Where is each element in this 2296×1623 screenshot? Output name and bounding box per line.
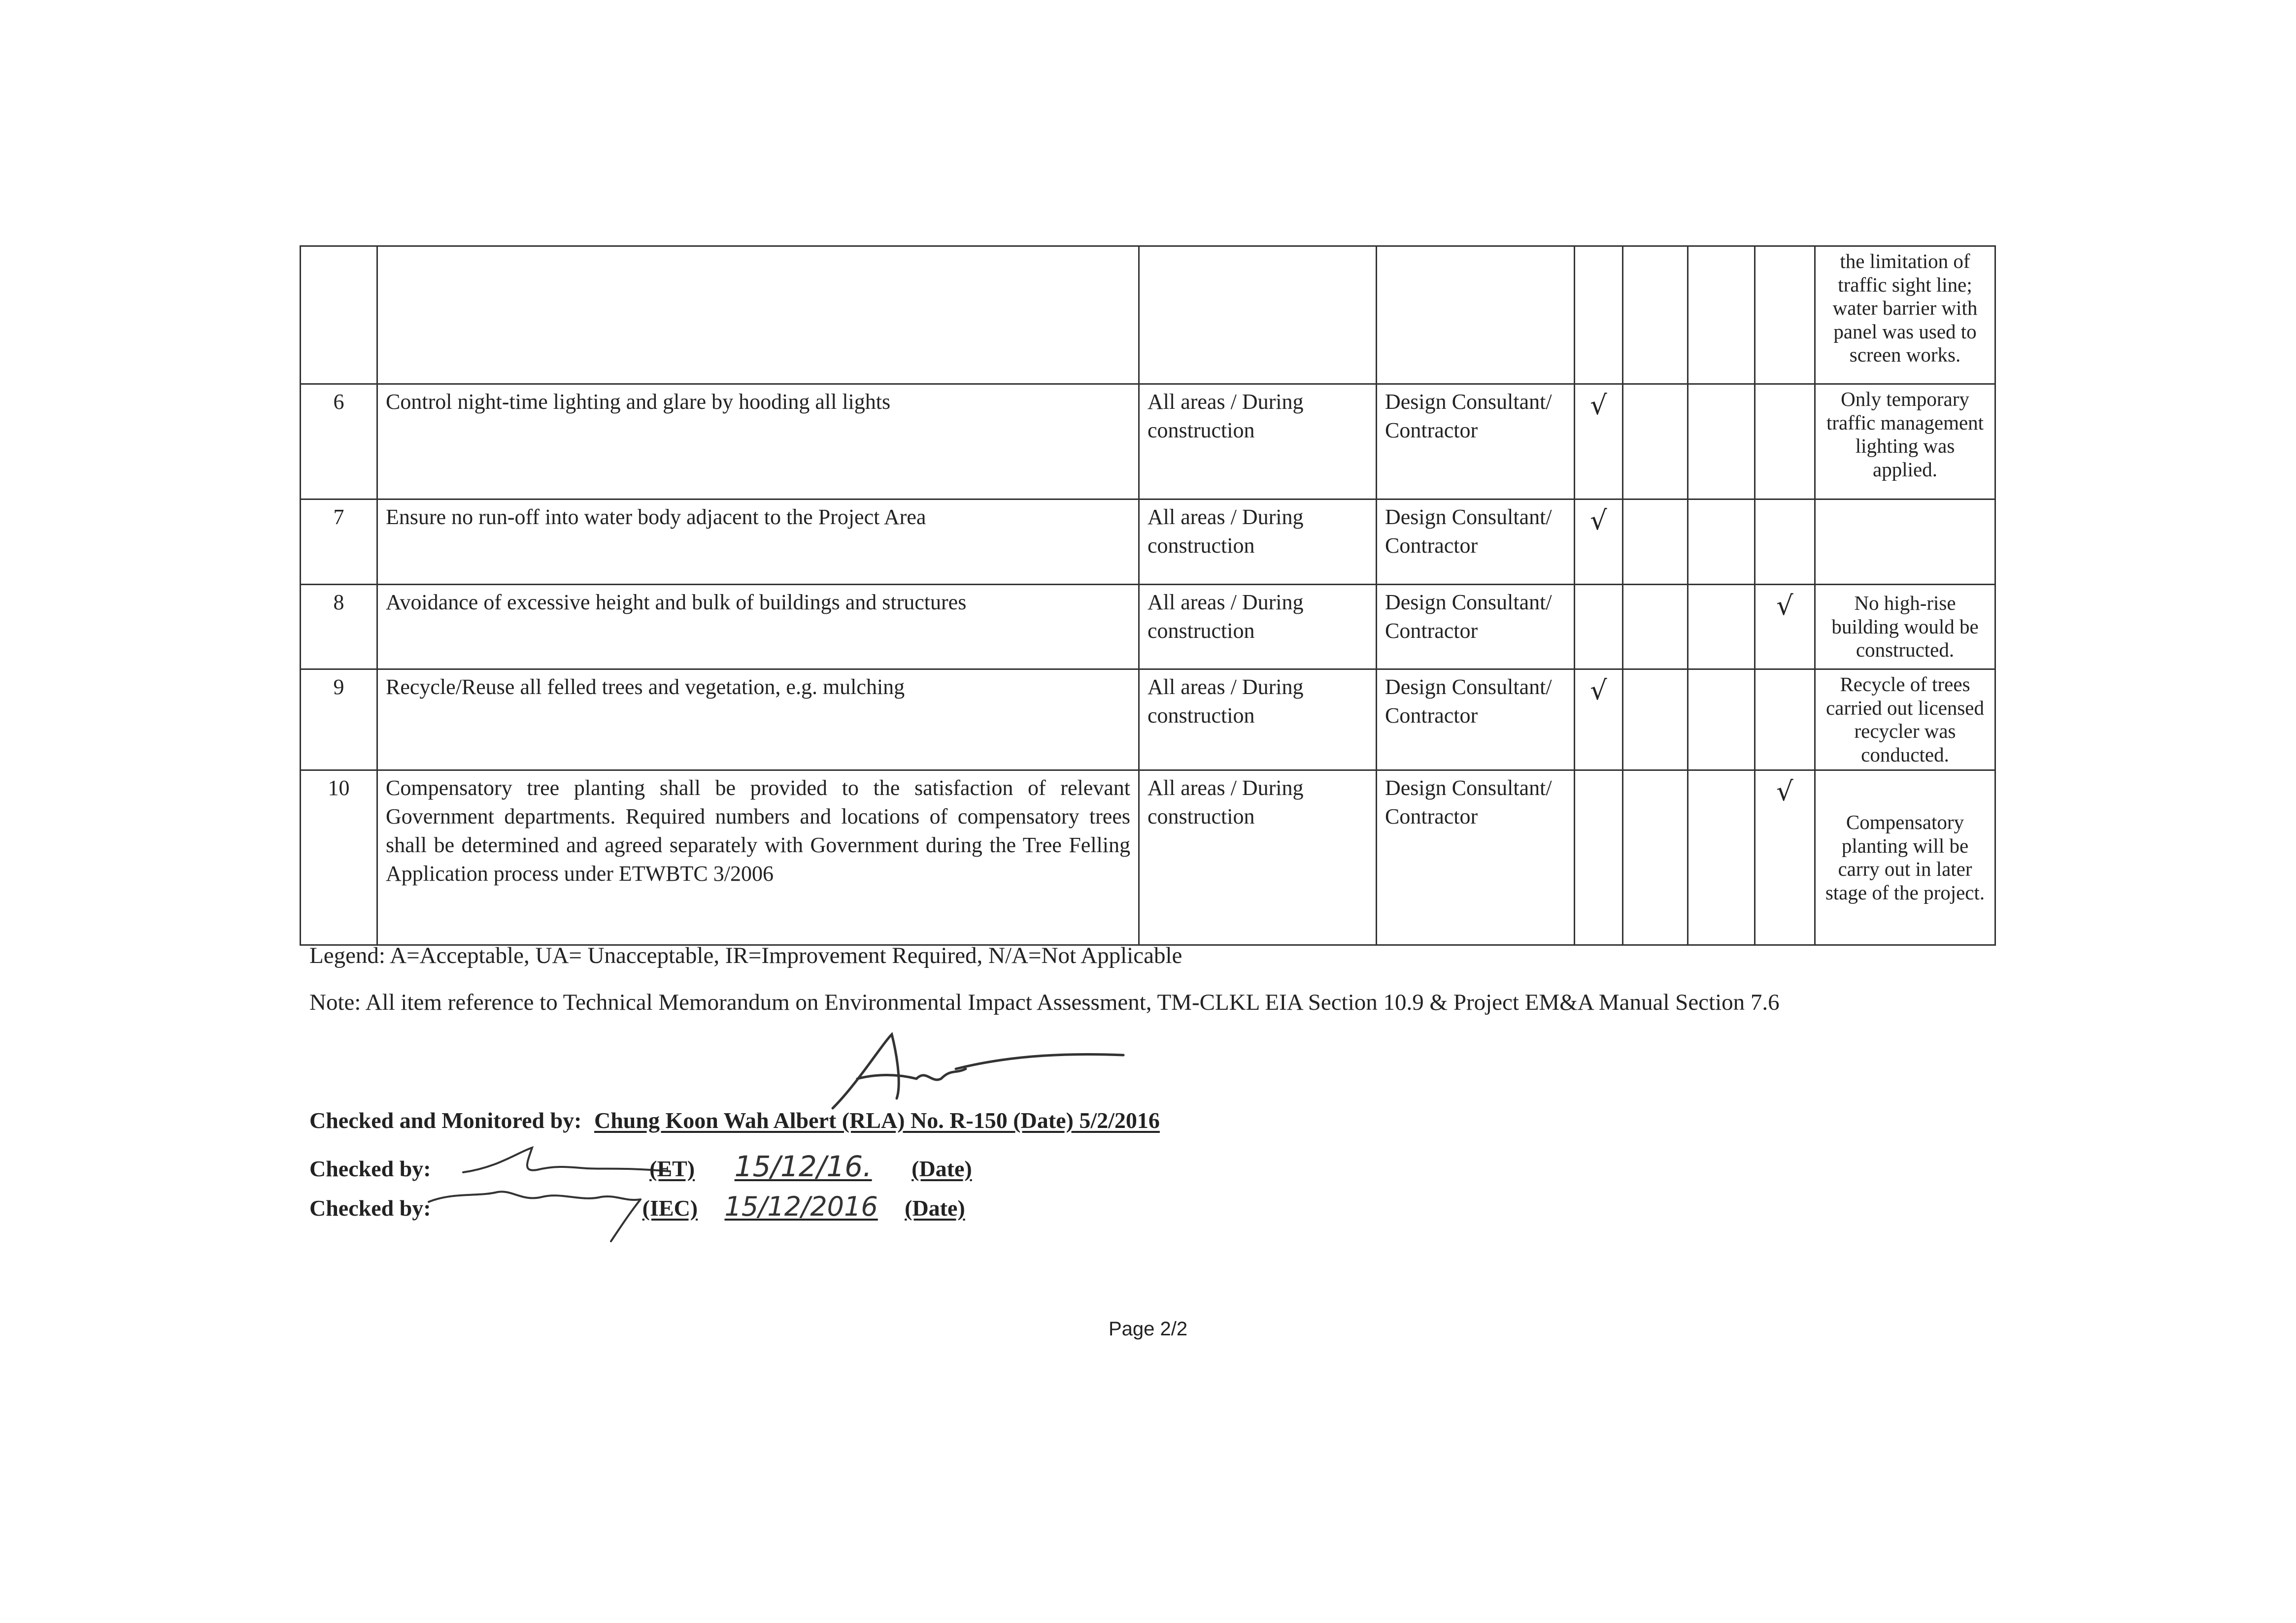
item-location: All areas / During construction: [1139, 384, 1377, 499]
item-agent: [1377, 246, 1575, 384]
table-row: [301, 770, 1995, 945]
table-row: [301, 585, 1995, 669]
item-description: [377, 246, 1139, 384]
item-location: All areas / During construction: [1139, 585, 1377, 669]
legend-text: Legend: A=Acceptable, UA= Unacceptable, IR=Improvement Required, N/A=Not Applicable: [309, 943, 1182, 968]
status-mark: [1623, 770, 1688, 945]
status-mark: √: [1755, 585, 1815, 669]
item-description: Control night-time lighting and glare by hooding all lights: [377, 384, 1139, 499]
status-mark: [1575, 585, 1623, 669]
status-mark: [1623, 384, 1688, 499]
checked-et-date: 15/12/16.: [734, 1150, 872, 1183]
table-row: [301, 246, 1995, 384]
status-mark: √: [1755, 770, 1815, 945]
item-location: All areas / During construction: [1139, 499, 1377, 585]
item-remark: Recycle of trees carried out licensed recycler was conducted.: [1815, 669, 1995, 770]
item-agent: Design Consultant/ Contractor: [1377, 669, 1575, 770]
status-mark: [1688, 770, 1755, 945]
status-mark: [1755, 384, 1815, 499]
checked-et-label: Checked by:: [309, 1156, 431, 1181]
status-mark: √: [1575, 669, 1623, 770]
table-row: [301, 499, 1995, 585]
table-row: [301, 669, 1995, 770]
item-number: 9: [301, 669, 377, 770]
status-mark: [1623, 246, 1688, 384]
item-number: 10: [301, 770, 377, 945]
status-mark: [1688, 499, 1755, 585]
status-mark: [1688, 585, 1755, 669]
checked-iec-role: (IEC): [642, 1195, 698, 1221]
monitored-label: Checked and Monitored by:: [309, 1108, 582, 1133]
table-row: [301, 384, 1995, 499]
checked-iec-date-label: (Date): [905, 1195, 965, 1221]
rla-signature: [828, 1025, 1133, 1113]
item-description: Compensatory tree planting shall be provided to the satisfaction of relevant Government departments. Required numbers and locations of compensatory trees shall be determined and agreed separately with Government during the Tree Felling Application process under ETWBTC 3/2006: [377, 770, 1139, 945]
item-remark: No high-rise building would be constructed.: [1815, 585, 1995, 669]
status-mark: [1688, 384, 1755, 499]
signoff-et: [309, 1150, 972, 1183]
status-mark: √: [1575, 384, 1623, 499]
item-location: All areas / During construction: [1139, 770, 1377, 945]
item-agent: Design Consultant/ Contractor: [1377, 585, 1575, 669]
status-mark: [1623, 585, 1688, 669]
status-mark: [1755, 246, 1815, 384]
item-remark: the limitation of traffic sight line; water barrier with panel was used to screen works.: [1815, 246, 1995, 384]
item-number: 6: [301, 384, 377, 499]
item-location: All areas / During construction: [1139, 669, 1377, 770]
status-mark: [1688, 669, 1755, 770]
signoff-monitored: [309, 1107, 1160, 1133]
item-number: 7: [301, 499, 377, 585]
signoff-iec: [309, 1191, 965, 1222]
item-location: [1139, 246, 1377, 384]
status-mark: [1575, 770, 1623, 945]
item-remark: Compensatory planting will be carry out in later stage of the project.: [1815, 770, 1995, 945]
status-mark: [1575, 246, 1623, 384]
status-mark: √: [1575, 499, 1623, 585]
checked-et-role: (ET): [649, 1156, 695, 1181]
status-mark: [1623, 499, 1688, 585]
checked-iec-date: 15/12/2016: [724, 1191, 878, 1222]
item-description: Avoidance of excessive height and bulk of buildings and structures: [377, 585, 1139, 669]
status-mark: [1623, 669, 1688, 770]
note-text: Note: All item reference to Technical Memorandum on Environmental Impact Assessment, TM-CLKL EIA Section 10.9 & Project EM&A Manual Section 7.6: [309, 990, 1780, 1015]
checked-et-date-label: (Date): [912, 1156, 972, 1181]
status-mark: [1755, 499, 1815, 585]
item-agent: Design Consultant/ Contractor: [1377, 499, 1575, 585]
audit-table: [300, 245, 1996, 946]
item-number: [301, 246, 377, 384]
monitored-value: Chung Koon Wah Albert (RLA) No. R-150 (Date) 5/2/2016: [594, 1108, 1160, 1133]
item-remark: [1815, 499, 1995, 585]
item-description: Ensure no run-off into water body adjacent to the Project Area: [377, 499, 1139, 585]
page-number: Page 2/2: [1109, 1318, 1188, 1340]
status-mark: [1688, 246, 1755, 384]
item-remark: Only temporary traffic management lighting was applied.: [1815, 384, 1995, 499]
item-agent: Design Consultant/ Contractor: [1377, 384, 1575, 499]
status-mark: [1755, 669, 1815, 770]
item-description: Recycle/Reuse all felled trees and vegetation, e.g. mulching: [377, 669, 1139, 770]
checked-iec-label: Checked by:: [309, 1195, 431, 1221]
item-number: 8: [301, 585, 377, 669]
item-agent: Design Consultant/ Contractor: [1377, 770, 1575, 945]
